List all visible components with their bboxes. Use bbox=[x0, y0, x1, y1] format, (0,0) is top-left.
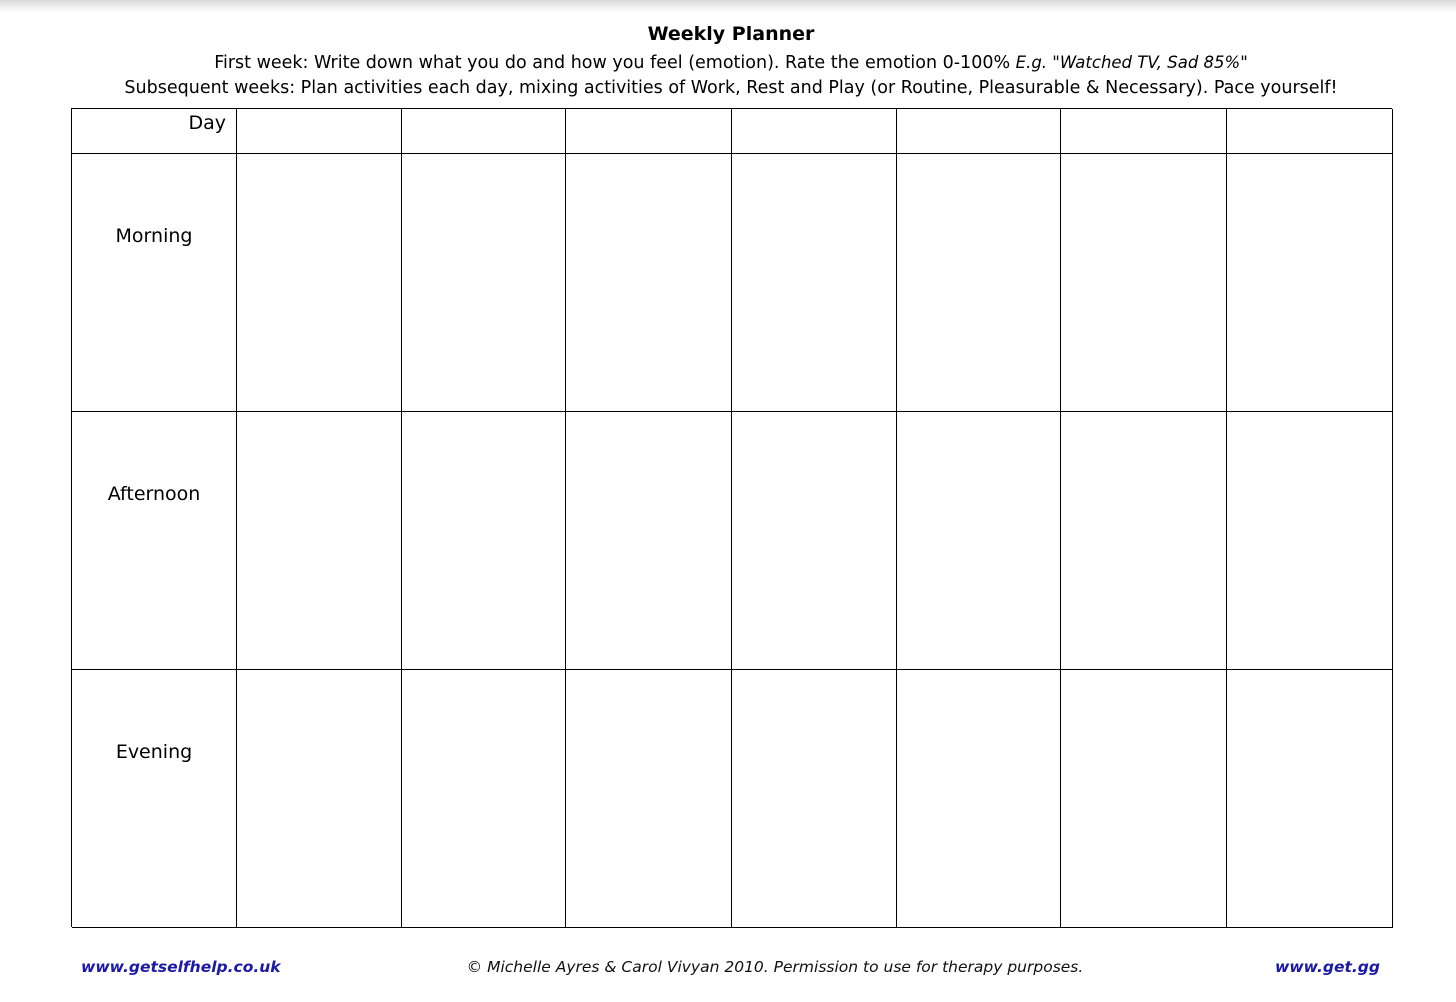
afternoon-day-6-cell[interactable] bbox=[1061, 412, 1227, 670]
row-label-evening: Evening bbox=[115, 741, 193, 763]
afternoon-day-1-cell[interactable] bbox=[237, 412, 402, 670]
day-column-4-header[interactable] bbox=[732, 109, 897, 154]
page-title: Weekly Planner bbox=[647, 23, 815, 45]
morning-day-1-cell[interactable] bbox=[237, 154, 402, 412]
day-column-2-header[interactable] bbox=[402, 109, 566, 154]
day-column-3-header[interactable] bbox=[566, 109, 732, 154]
afternoon-day-3-cell[interactable] bbox=[566, 412, 732, 670]
page-top-edge bbox=[0, 0, 1456, 12]
morning-day-5-cell[interactable] bbox=[897, 154, 1061, 412]
afternoon-day-5-cell[interactable] bbox=[897, 412, 1061, 670]
day-column-1-header[interactable] bbox=[237, 109, 402, 154]
row-label-cell-evening bbox=[72, 670, 237, 928]
morning-day-3-cell[interactable] bbox=[566, 154, 732, 412]
day-column-6-header[interactable] bbox=[1061, 109, 1227, 154]
getselfhelp-link[interactable]: www.getselfhelp.co.uk bbox=[81, 958, 281, 976]
morning-day-4-cell[interactable] bbox=[732, 154, 897, 412]
planner-table bbox=[71, 108, 1392, 927]
evening-day-2-cell[interactable] bbox=[402, 670, 566, 928]
morning-day-6-cell[interactable] bbox=[1061, 154, 1227, 412]
day-header-label: Day bbox=[188, 112, 226, 134]
evening-day-6-cell[interactable] bbox=[1061, 670, 1227, 928]
row-label-afternoon: Afternoon bbox=[107, 483, 201, 505]
instruction-example: E.g. "Watched TV, Sad 85%" bbox=[1015, 53, 1248, 72]
afternoon-day-4-cell[interactable] bbox=[732, 412, 897, 670]
afternoon-day-2-cell[interactable] bbox=[402, 412, 566, 670]
afternoon-day-7-cell[interactable] bbox=[1227, 412, 1393, 670]
day-column-5-header[interactable] bbox=[897, 109, 1061, 154]
day-column-7-header[interactable] bbox=[1227, 109, 1393, 154]
morning-day-2-cell[interactable] bbox=[402, 154, 566, 412]
row-label-cell-afternoon bbox=[72, 412, 237, 670]
copyright-notice: © Michelle Ayres & Carol Vivyan 2010. Permission to use for therapy purposes. bbox=[466, 958, 1084, 976]
row-label-morning: Morning bbox=[115, 225, 193, 247]
instruction-first-week bbox=[0, 51, 1456, 75]
evening-day-3-cell[interactable] bbox=[566, 670, 732, 928]
morning-day-7-cell[interactable] bbox=[1227, 154, 1393, 412]
evening-day-1-cell[interactable] bbox=[237, 670, 402, 928]
evening-day-5-cell[interactable] bbox=[897, 670, 1061, 928]
getgg-link[interactable]: www.get.gg bbox=[1275, 958, 1380, 976]
evening-day-4-cell[interactable] bbox=[732, 670, 897, 928]
row-label-cell-morning bbox=[72, 154, 237, 412]
instruction-subsequent-weeks: Subsequent weeks: Plan activities each day, mixing activities of Work, Rest and Play (or Routine, Pleasurable & Necessary). Pace yourself! bbox=[124, 78, 1338, 98]
instruction-first-week-text: First week: Write down what you do and how you feel (emotion). Rate the emotion 0-100% bbox=[214, 53, 1016, 73]
evening-day-7-cell[interactable] bbox=[1227, 670, 1393, 928]
header-day-cell bbox=[72, 109, 237, 154]
